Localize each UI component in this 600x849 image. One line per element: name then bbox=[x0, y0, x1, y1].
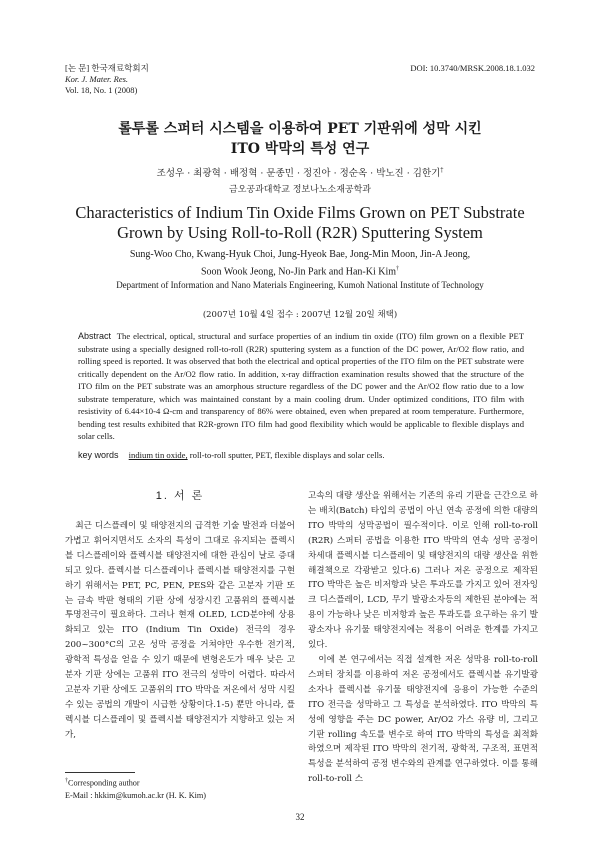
affiliation-korean: 금오공과대학교 정보나노소재공학과 bbox=[229, 185, 371, 195]
journal-name-ko: [논 문] 한국재료학회지 bbox=[65, 63, 149, 73]
authors-english bbox=[60, 247, 540, 279]
abstract-text: The electrical, optical, structural and surface properties of an indium tin oxide (ITO) film grown on a flexible PET substrate using a specially designed roll-to-roll (R2R) sputtering system as a function of the DC power, Ar/O2 flow ratio, and rolling speed is reported. It was observed that both the electrical and optical properties of the ITO film on the PET substrate were critically dependent on the Ar/O2 flow ratio. In addition, x-ray diffraction examination results showed that the structure of the ITO film on the PET substrate was an amorphous structure regardless of the DC power and the Ar/O2 flow ratio due to a low substrate temperature, which was maintained constant by a main cooling drum. Under optimized conditions, ITO film with resistivity of 6.44×10-4 Ω-cm and transparency of 86% were obtained, even when prepared at room temperature. Furthermore, bending test results exhibited that R2R-grown ITO film had good flexibility which would be applicable to flexible displays and solar cells. bbox=[78, 331, 524, 441]
doi: DOI: 10.3740/MRSK.2008.18.1.032 bbox=[410, 63, 535, 73]
abstract-label: Abstract bbox=[78, 331, 112, 341]
body-paragraph: 최근 디스플레이 및 태양전지의 급격한 기술 발전과 더불어 가볍고 휘어지면서도 소자의 특성이 그대로 유지되는 플렉시블 디스플레이와 플렉시블 태양전지에 대한 관심이 날로 증대되고 있다. 플렉시블 디스플레이나 플렉시블 태양전지를 구현하기 위해서는 PET, PC, PEN, PES와 같은 고분자 기판 또는 금속 박판 형태의 기판 상에 성장시킨 고품위의 플렉시블 투명전극이 필요하다. 그러나 현재 OLED, LCD분야에 상용화되고 있는 ITO (Indium Tin Oxide) 전극의 경우 200~300°C의 고온 성막 공정을 거쳐야만 우수한 전기적, 광학적 특성을 얻을 수 있기 때문에 변형온도가 매우 낮은 고분자 기판 상에는 고품위 ITO 전극의 성막이 어렵다. 따라서 고분자 기판 상에도 고품위의 ITO 박막을 저온에서 성막 시킬 수 있는 공법의 개발이 시급한 상황이다.1-5) 뿐만 아니라, 플렉시블 디스플레이 및 플렉시블 태양전지가 지향하고 있는 저가, bbox=[65, 521, 295, 740]
keywords-rest: roll-to-roll sputter, PET, flexible displays and solar cells. bbox=[187, 450, 385, 460]
title-english bbox=[60, 203, 540, 243]
footnote-corresponding-text: Corresponding author bbox=[68, 778, 140, 788]
authors-english-line2: Soon Wook Jeong, No-Jin Park and Han-Ki Kim bbox=[200, 266, 397, 278]
keywords-label: key words bbox=[78, 450, 119, 460]
title-english-line2: Grown by Using Roll-to-Roll (R2R) Sputtering System bbox=[117, 223, 483, 242]
footnote-email[interactable]: E-Mail : hkkim@kumoh.ac.kr (H. K. Kim) bbox=[65, 790, 207, 800]
authors-korean-text: 조성우 · 최광혁 · 배정혁 · 문종민 · 정진아 · 정순옥 · 박노진 · 김한기 bbox=[156, 168, 441, 179]
corresponding-mark: † bbox=[440, 166, 444, 174]
footnote-corresponding bbox=[65, 775, 206, 790]
received-dates: (2007년 10월 4일 접수 : 2007년 12월 20일 채택) bbox=[202, 310, 398, 320]
abstract bbox=[78, 330, 524, 443]
keywords bbox=[78, 450, 524, 460]
keyword-link[interactable]: indium tin oxide, bbox=[128, 450, 188, 460]
authors-english-line2-wrap bbox=[60, 262, 540, 279]
journal-name-en: Kor. J. Mater. Res. bbox=[65, 74, 129, 84]
title-korean-line1: 롤투롤 스퍼터 시스템을 이용하여 PET 기판위에 성막 시킨 bbox=[118, 121, 482, 137]
footnote bbox=[65, 775, 206, 802]
title-korean-line2: ITO 박막의 특성 연구 bbox=[230, 141, 370, 157]
footnote-mark: † bbox=[65, 778, 68, 784]
body-right-column bbox=[308, 489, 538, 787]
footnote-divider bbox=[65, 772, 135, 773]
journal-volume: Vol. 18, No. 1 (2008) bbox=[65, 85, 138, 95]
page-number: 32 bbox=[295, 812, 305, 822]
title-english-line1: Characteristics of Indium Tin Oxide Films Grown on PET Substrate bbox=[75, 203, 525, 222]
body-left-column bbox=[65, 519, 295, 743]
section-heading-introduction: 1. 서 론 bbox=[155, 490, 205, 502]
title-korean bbox=[0, 119, 600, 159]
body-paragraph-continued: 고속의 대량 생산을 위해서는 기존의 유리 기판을 근간으로 하는 배치(Batch) 타입의 공법이 아닌 연속 공정에 의한 대량의 ITO 박막의 성막공법이 필수적이다. 이로 인해 roll-to-roll (R2R) 스퍼터 공법을 이용한 ITO 박막의 연속 성막 공정이 차세대 플렉시블 디스플레이 및 태양전지의 대량 생산을 위한 해결책으로 각광받고 있다.6) 그러나 저온 공정으로 제작된 ITO 박막은 높은 비저항과 낮은 투과도를 가지고 있어 전자잉크 디스플레이, LCD, 무기 발광소자등의 제한된 분야에는 적용이 가능하나 낮은 비저항과 높은 투과도를 요구하는 유기 발광소자나 유기물 태양전지에는 적용이 어려운 한계를 가지고 있다. bbox=[308, 491, 538, 651]
journal-header bbox=[65, 63, 149, 96]
affiliation-english: Department of Information and Nano Materials Engineering, Kumoh National Institute of Technology bbox=[116, 280, 484, 290]
corresponding-mark-en: † bbox=[396, 266, 400, 272]
authors-english-line1: Sung-Woo Cho, Kwang-Hyuk Choi, Jung-Hyeok Bae, Jong-Min Moon, Jin-A Jeong, bbox=[129, 249, 471, 260]
authors-korean bbox=[0, 165, 600, 179]
body-paragraph-2: 이에 본 연구에서는 직접 설계한 저온 성막용 roll-to-roll 스퍼터 장치를 이용하여 저온 공정에서도 플렉시블 유기발광소자나 플렉시블 유기물 태양전지에 응용이 가능한 수준의 ITO 전극을 성막하고 그 특성을 분석하였다. ITO 박막의 특성에 영향을 주는 DC power, Ar/O2 가스 유량 비, 그리고 기판 rolling 속도를 변수로 하여 ITO 박막의 특성을 최적화 하였으며 제작된 ITO 박막의 전기적, 광학적, 구조적, 표면적 특성을 분석하여 공정 변수와의 관계를 연구하였다. 이를 통해 roll-to-roll 스 bbox=[308, 654, 538, 785]
